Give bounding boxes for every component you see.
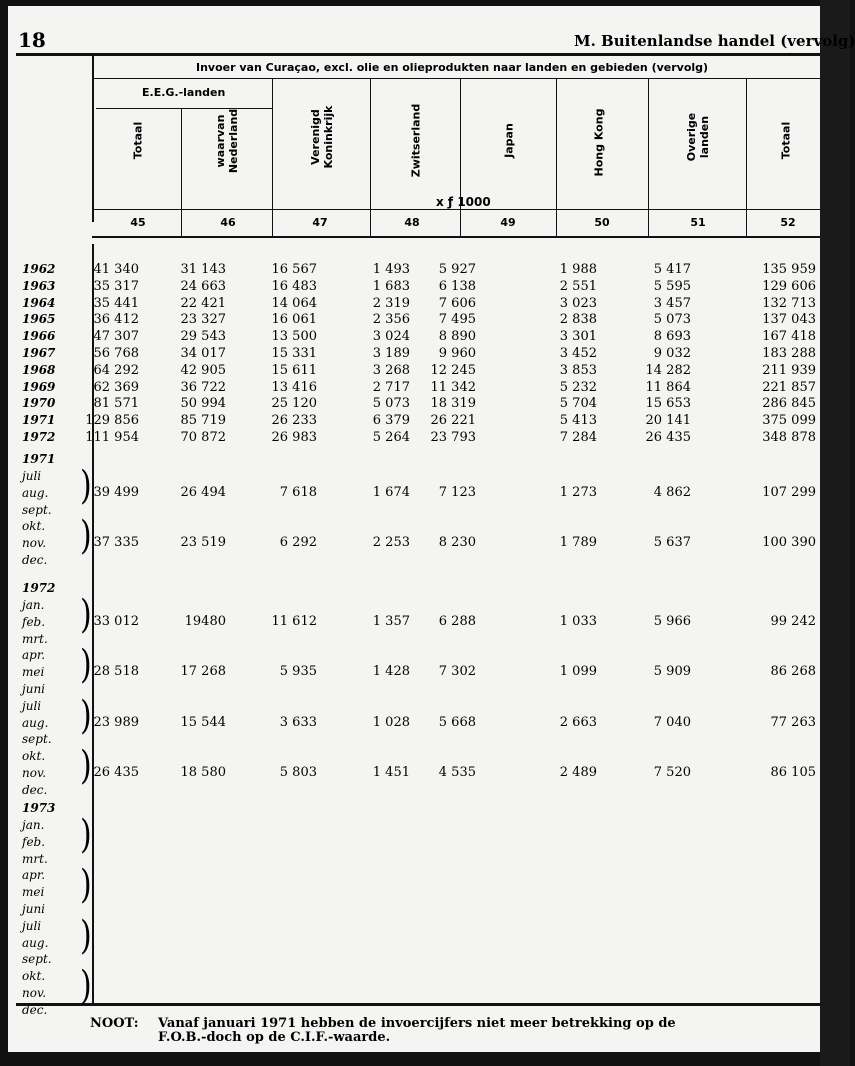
table-cell: 20 141 bbox=[645, 413, 691, 429]
table-cell: 14 064 bbox=[271, 295, 317, 311]
document-page bbox=[8, 6, 855, 1052]
table-cell: 5 595 bbox=[653, 278, 691, 294]
month-label: dec. bbox=[22, 782, 48, 797]
table-cell: 5 073 bbox=[372, 396, 410, 412]
table-cell: 39 499 bbox=[93, 485, 139, 500]
note-label: NOOT: bbox=[90, 1016, 139, 1031]
table-cell: 85 719 bbox=[180, 413, 226, 429]
quarter-brace: ) bbox=[80, 963, 92, 1010]
table-cell: 8 890 bbox=[438, 329, 476, 345]
table-cell: 3 853 bbox=[559, 362, 597, 378]
top-rule bbox=[16, 53, 820, 56]
table-cell: 2 838 bbox=[559, 312, 597, 328]
table-cell: 111 954 bbox=[85, 430, 139, 445]
table-cell: 13 416 bbox=[271, 379, 317, 395]
colnum-rule bbox=[92, 236, 820, 238]
table-cell: 70 872 bbox=[180, 430, 226, 445]
group-heading: E.E.G.-landen bbox=[142, 86, 226, 99]
table-cell: 129 856 bbox=[85, 413, 139, 429]
month-label: mei bbox=[22, 665, 45, 680]
table-cell: 1 683 bbox=[372, 278, 410, 294]
scan-edge bbox=[820, 0, 850, 1066]
quarter-brace: ) bbox=[80, 913, 92, 959]
col-divider-7 bbox=[746, 78, 747, 236]
note-line-2: F.O.B.-doch op de C.I.F.-waarde. bbox=[158, 1030, 391, 1045]
month-label: sept. bbox=[22, 952, 52, 967]
quarter-brace: ) bbox=[80, 693, 92, 739]
table-cell: 5 232 bbox=[559, 379, 597, 395]
table-cell: 5 935 bbox=[279, 664, 317, 680]
table-cell: 26 435 bbox=[93, 765, 139, 781]
table-cell: 33 012 bbox=[93, 614, 139, 629]
table-cell: 3 023 bbox=[559, 295, 597, 311]
table-cell: 5 413 bbox=[559, 413, 597, 429]
table-cell: 35 317 bbox=[93, 278, 139, 294]
table-cell: 23 793 bbox=[430, 430, 476, 445]
table-cell: 64 292 bbox=[93, 362, 139, 378]
table-cell: 3 189 bbox=[372, 346, 410, 361]
table-cell: 11 864 bbox=[645, 379, 691, 395]
table-cell: 7 520 bbox=[653, 765, 691, 781]
table-cell: 56 768 bbox=[93, 346, 139, 361]
bottom-rule bbox=[16, 1003, 820, 1006]
table-cell: 6 288 bbox=[438, 614, 476, 629]
quarter-brace: ) bbox=[80, 592, 92, 639]
unit-label: x ƒ 1000 bbox=[436, 195, 491, 209]
month-label: nov. bbox=[22, 536, 47, 551]
quarter-brace: ) bbox=[80, 642, 92, 689]
table-cell: 86 268 bbox=[770, 664, 816, 680]
year-label: 1963 bbox=[22, 278, 56, 293]
table-cell: 26 221 bbox=[430, 413, 476, 429]
table-cell: 5 417 bbox=[653, 262, 691, 277]
month-label: aug. bbox=[22, 715, 49, 730]
table-cell: 286 845 bbox=[762, 396, 816, 412]
table-cell: 7 284 bbox=[559, 430, 597, 445]
table-cell: 15 653 bbox=[645, 396, 691, 412]
table-cell: 15 331 bbox=[271, 346, 317, 361]
table-cell: 2 489 bbox=[559, 765, 597, 781]
table-cell: 11 342 bbox=[430, 379, 476, 395]
year-label: 1972 bbox=[22, 430, 56, 444]
table-cell: 107 299 bbox=[762, 485, 816, 500]
col-number: 52 bbox=[780, 216, 796, 229]
table-cell: 1 028 bbox=[372, 714, 410, 730]
table-cell: 24 663 bbox=[180, 278, 226, 294]
table-cell: 1 428 bbox=[372, 664, 410, 680]
table-cell: 4 862 bbox=[653, 485, 691, 500]
table-cell: 2 356 bbox=[372, 312, 410, 328]
table-cell: 62 369 bbox=[93, 379, 139, 395]
year-label: 1964 bbox=[22, 295, 56, 310]
table-cell: 81 571 bbox=[93, 396, 139, 412]
year-label: 1971 bbox=[22, 413, 56, 428]
table-cell: 8 230 bbox=[438, 535, 476, 551]
col-divider-1 bbox=[181, 109, 182, 236]
table-cell: 3 301 bbox=[559, 329, 597, 345]
month-label: juni bbox=[22, 682, 46, 696]
col-header-waarvan-nederland bbox=[214, 100, 240, 182]
year-label: 1967 bbox=[22, 346, 56, 360]
month-label: dec. bbox=[22, 1002, 48, 1017]
table-cell: 86 105 bbox=[770, 765, 816, 781]
table-cell: 13 500 bbox=[271, 329, 317, 345]
table-cell: 6 292 bbox=[279, 535, 317, 551]
col-number: 46 bbox=[220, 216, 236, 229]
table-cell: 1 033 bbox=[559, 614, 597, 629]
table-cell: 11 612 bbox=[271, 614, 317, 629]
main-heading: Invoer van Curaçao, excl. olie en olieprodukten naar landen en gebieden (vervolg) bbox=[196, 61, 709, 74]
table-cell: 7 606 bbox=[438, 295, 476, 311]
table-cell: 34 017 bbox=[180, 346, 226, 361]
table-cell: 26 233 bbox=[271, 413, 317, 429]
table-cell: 9 032 bbox=[653, 346, 691, 361]
period-year-label: 1971 bbox=[22, 452, 56, 466]
stub-divider bbox=[92, 56, 94, 222]
quarter-brace: ) bbox=[80, 812, 92, 859]
quarter-brace: ) bbox=[80, 513, 92, 560]
table-cell: 2 319 bbox=[372, 295, 410, 311]
col-header-totaal-eeg: Totaal bbox=[131, 121, 145, 160]
table-cell: 14 282 bbox=[645, 362, 691, 378]
col-number: 51 bbox=[690, 216, 706, 229]
table-cell: 9 960 bbox=[438, 346, 476, 361]
table-cell: 7 495 bbox=[438, 312, 476, 328]
table-cell: 2 253 bbox=[372, 535, 410, 551]
year-label: 1965 bbox=[22, 312, 56, 327]
month-label: juni bbox=[22, 902, 46, 916]
table-cell: 6 379 bbox=[372, 413, 410, 429]
year-label: 1962 bbox=[22, 262, 56, 276]
table-cell: 37 335 bbox=[93, 535, 139, 551]
table-cell: 7 123 bbox=[438, 485, 476, 500]
table-cell: 7 302 bbox=[438, 664, 476, 680]
table-cell: 26 435 bbox=[645, 430, 691, 445]
table-cell: 15 611 bbox=[271, 362, 317, 378]
quarter-brace: ) bbox=[80, 463, 92, 510]
table-cell: 183 288 bbox=[762, 346, 816, 361]
col-header-vk-text: Verenigd Koninkrijk bbox=[309, 105, 335, 169]
col-header-hong-kong: Hong Kong bbox=[592, 108, 606, 177]
month-label: aug. bbox=[22, 935, 49, 950]
year-label: 1968 bbox=[22, 362, 56, 377]
table-cell: 18 319 bbox=[430, 396, 476, 412]
quarter-brace: ) bbox=[80, 862, 92, 909]
col-divider-4 bbox=[460, 78, 461, 236]
table-cell: 99 242 bbox=[770, 614, 816, 629]
table-cell: 1 493 bbox=[372, 262, 410, 277]
month-label: okt. bbox=[22, 519, 46, 534]
table-cell: 100 390 bbox=[762, 535, 816, 551]
table-cell: 47 307 bbox=[93, 329, 139, 345]
table-cell: 5 264 bbox=[372, 430, 410, 445]
period-year-label: 1972 bbox=[22, 581, 56, 595]
table-cell: 16 483 bbox=[271, 278, 317, 294]
table-cell: 2 717 bbox=[372, 379, 410, 395]
table-cell: 35 441 bbox=[93, 295, 139, 311]
col-header-waarvan-nederland-text: waarvan Nederland bbox=[214, 108, 240, 174]
month-label: mei bbox=[22, 885, 45, 900]
table-cell: 167 418 bbox=[762, 329, 816, 345]
table-cell: 221 857 bbox=[762, 379, 816, 395]
month-label: sept. bbox=[22, 502, 52, 517]
unit-rule bbox=[92, 209, 820, 210]
table-cell: 132 713 bbox=[762, 295, 816, 311]
table-cell: 5 637 bbox=[653, 535, 691, 551]
month-label: jan. bbox=[22, 598, 45, 612]
table-cell: 5 668 bbox=[438, 714, 476, 730]
table-cell: 15 544 bbox=[180, 714, 226, 730]
year-label: 1970 bbox=[22, 396, 56, 411]
table-cell: 7 040 bbox=[653, 714, 691, 730]
col-header-totaal: Totaal bbox=[779, 121, 793, 160]
table-cell: 375 099 bbox=[762, 413, 816, 429]
month-label: dec. bbox=[22, 553, 48, 567]
table-cell: 36 722 bbox=[180, 379, 226, 395]
page-number: 18 bbox=[18, 28, 46, 52]
table-cell: 135 959 bbox=[762, 262, 816, 277]
table-cell: 211 939 bbox=[762, 362, 816, 378]
month-label: apr. bbox=[22, 648, 46, 663]
table-cell: 31 143 bbox=[180, 262, 226, 277]
section-title: M. Buitenlandse handel (vervolg) bbox=[574, 32, 855, 50]
month-label: feb. bbox=[22, 834, 46, 849]
year-label: 1969 bbox=[22, 379, 56, 394]
table-cell: 3 452 bbox=[559, 346, 597, 361]
col-number: 50 bbox=[594, 216, 610, 229]
month-label: mrt. bbox=[22, 851, 48, 866]
col-number: 45 bbox=[130, 216, 146, 229]
table-cell: 28 518 bbox=[93, 664, 139, 680]
table-cell: 16 061 bbox=[271, 312, 317, 328]
month-label: apr. bbox=[22, 868, 46, 883]
period-year-label: 1973 bbox=[22, 801, 56, 815]
table-cell: 137 043 bbox=[762, 312, 816, 328]
month-label: juli bbox=[22, 469, 42, 483]
month-label: juli bbox=[22, 698, 42, 713]
table-cell: 6 138 bbox=[438, 278, 476, 294]
table-cell: 23 327 bbox=[180, 312, 226, 328]
table-cell: 17 268 bbox=[180, 664, 226, 680]
col-header-japan: Japan bbox=[502, 123, 516, 158]
table-cell: 25 120 bbox=[271, 396, 317, 412]
table-cell: 3 633 bbox=[279, 714, 317, 730]
month-label: nov. bbox=[22, 766, 47, 780]
col-header-overige-text: Overige landen bbox=[685, 112, 711, 162]
col-divider-6 bbox=[648, 78, 649, 236]
col-divider-2 bbox=[272, 78, 273, 236]
table-cell: 42 905 bbox=[180, 362, 226, 378]
col-number: 48 bbox=[404, 216, 420, 229]
table-cell: 5 073 bbox=[653, 312, 691, 328]
table-cell: 26 983 bbox=[271, 430, 317, 445]
table-cell: 1 099 bbox=[559, 664, 597, 680]
month-label: okt. bbox=[22, 749, 46, 764]
table-cell: 26 494 bbox=[180, 485, 226, 500]
table-cell: 5 909 bbox=[653, 664, 691, 680]
table-cell: 3 024 bbox=[372, 329, 410, 345]
month-label: jan. bbox=[22, 818, 45, 832]
table-cell: 16 567 bbox=[271, 262, 317, 277]
month-label: aug. bbox=[22, 485, 49, 500]
month-label: feb. bbox=[22, 614, 46, 629]
header-rule bbox=[92, 78, 820, 79]
table-cell: 1 789 bbox=[559, 535, 597, 551]
table-cell: 129 606 bbox=[762, 278, 816, 294]
table-cell: 1 451 bbox=[372, 765, 410, 781]
month-label: mrt. bbox=[22, 631, 48, 646]
table-cell: 7 618 bbox=[279, 485, 317, 500]
table-cell: 50 994 bbox=[180, 396, 226, 412]
table-cell: 5 966 bbox=[653, 614, 691, 629]
col-number: 47 bbox=[312, 216, 328, 229]
col-header-verenigd-koninkrijk bbox=[309, 91, 335, 183]
table-cell: 1 357 bbox=[372, 614, 410, 629]
table-cell: 3 268 bbox=[372, 362, 410, 378]
table-cell: 19480 bbox=[184, 614, 226, 629]
note-line-1: Vanaf januari 1971 hebben de invoercijfers niet meer betrekking op de bbox=[158, 1016, 676, 1031]
table-cell: 22 421 bbox=[180, 295, 226, 311]
table-cell: 3 457 bbox=[653, 295, 691, 311]
table-cell: 8 693 bbox=[653, 329, 691, 345]
table-cell: 1 674 bbox=[372, 485, 410, 500]
col-divider-5 bbox=[556, 78, 557, 236]
month-label: sept. bbox=[22, 732, 52, 747]
table-cell: 2 551 bbox=[559, 278, 597, 294]
col-header-overige-landen bbox=[685, 97, 711, 177]
table-cell: 5 704 bbox=[559, 396, 597, 412]
table-cell: 12 245 bbox=[430, 362, 476, 378]
table-cell: 5 927 bbox=[438, 262, 476, 277]
table-cell: 1 273 bbox=[559, 485, 597, 500]
table-cell: 23 519 bbox=[180, 535, 226, 551]
table-cell: 18 580 bbox=[180, 765, 226, 781]
table-cell: 2 663 bbox=[559, 714, 597, 730]
table-cell: 348 878 bbox=[762, 430, 816, 445]
month-label: okt. bbox=[22, 969, 46, 984]
month-label: nov. bbox=[22, 986, 47, 1000]
col-divider-3 bbox=[370, 78, 371, 236]
table-cell: 1 988 bbox=[559, 262, 597, 277]
group-rule bbox=[96, 108, 272, 109]
month-label: juli bbox=[22, 918, 42, 933]
col-number: 49 bbox=[500, 216, 516, 229]
table-cell: 5 803 bbox=[279, 765, 317, 781]
table-cell: 77 263 bbox=[770, 714, 816, 730]
table-cell: 41 340 bbox=[93, 262, 139, 277]
table-cell: 36 412 bbox=[93, 312, 139, 328]
table-cell: 4 535 bbox=[438, 765, 476, 781]
table-cell: 29 543 bbox=[180, 329, 226, 345]
col-header-zwitserland: Zwitserland bbox=[409, 103, 423, 178]
year-label: 1966 bbox=[22, 329, 56, 344]
quarter-brace: ) bbox=[80, 743, 92, 790]
table-cell: 23 989 bbox=[93, 714, 139, 730]
